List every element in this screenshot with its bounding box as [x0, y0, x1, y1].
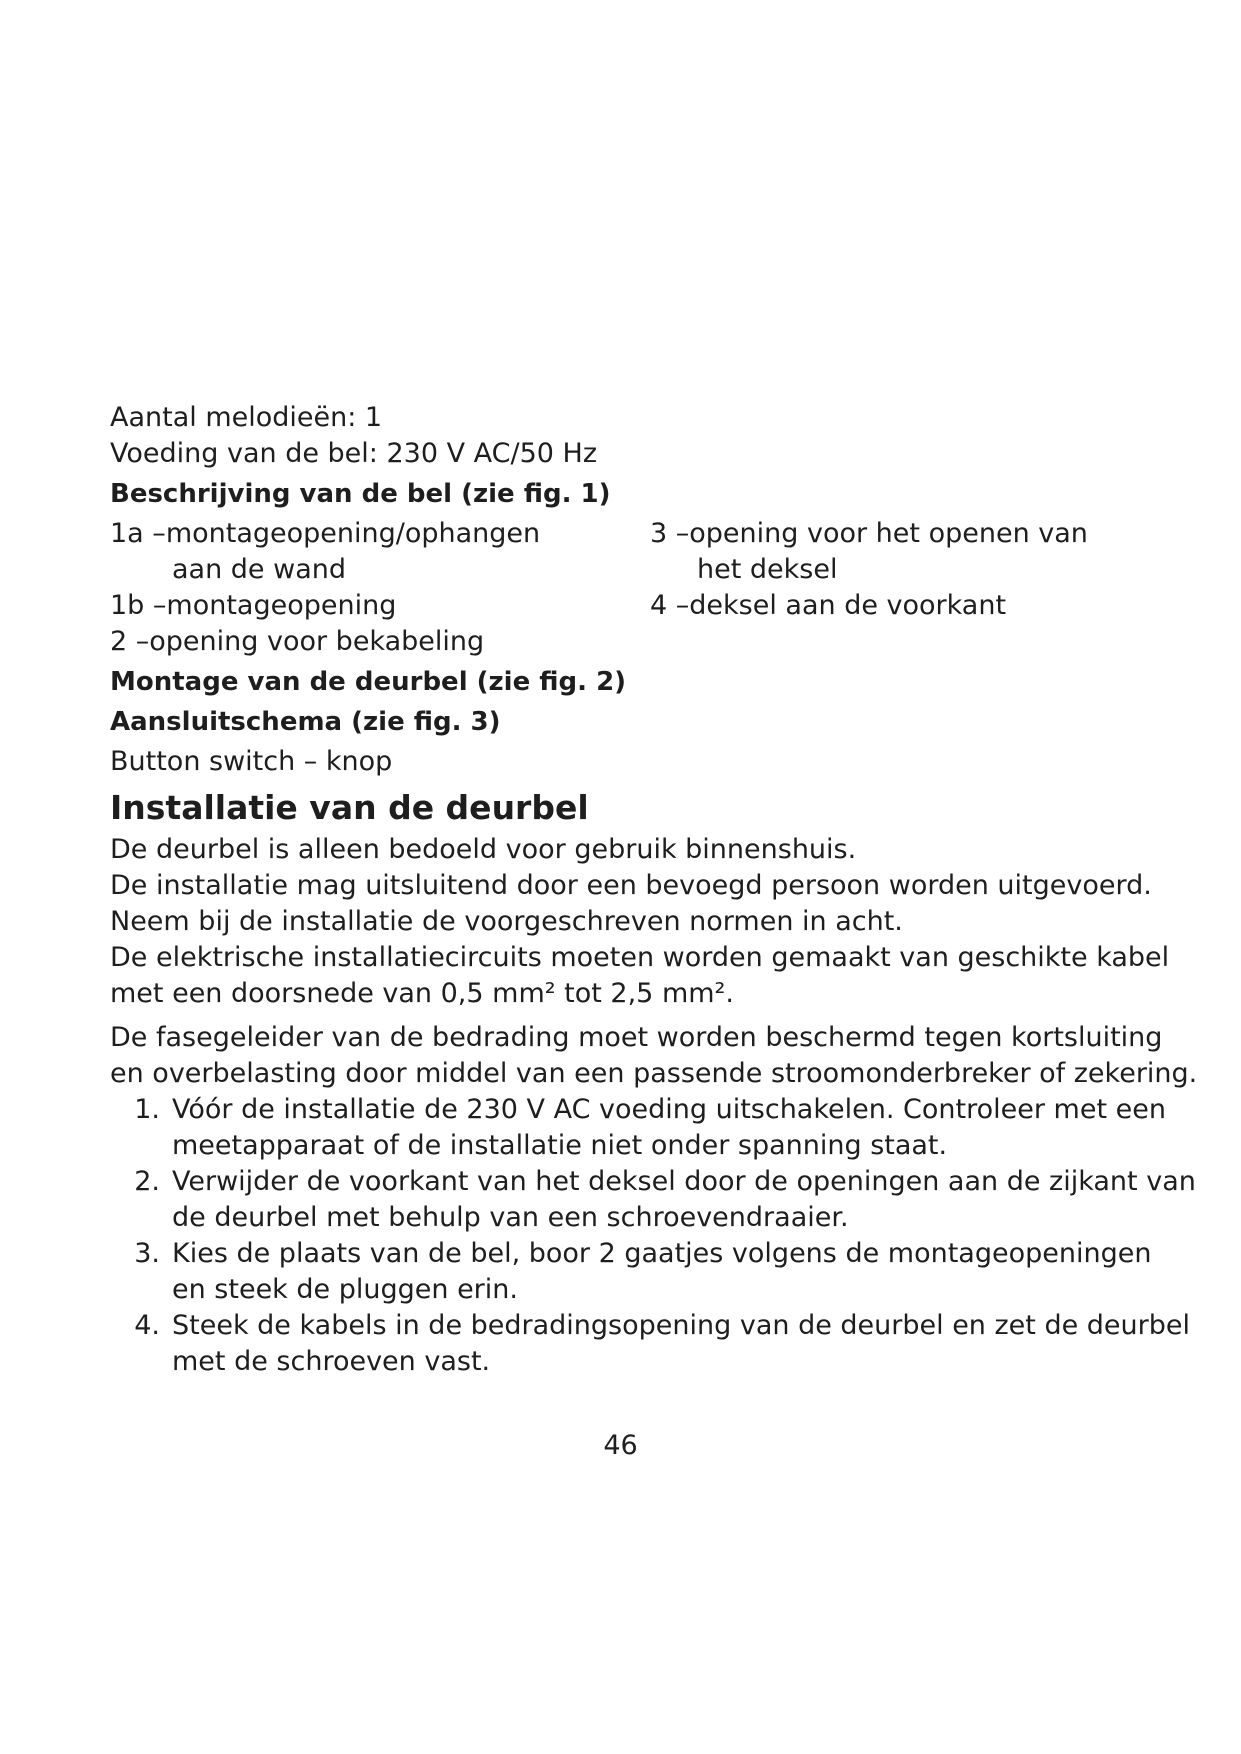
step-number: 3. — [134, 1238, 160, 1269]
part-text: montageopening — [166, 590, 397, 621]
step-number: 2. — [134, 1166, 160, 1197]
part-item — [110, 624, 650, 660]
step-text: met de schroeven vast. — [172, 1346, 491, 1377]
paragraph-line: De elektrische installatiecircuits moeten worden gemaakt van geschikte kabel — [110, 942, 1170, 973]
button-switch-label: Button switch – knop — [110, 746, 393, 777]
wiring-heading: Aansluitschema (zie fig. 3) — [110, 707, 501, 737]
part-text: deksel aan de voorkant — [689, 590, 1007, 621]
step-item — [110, 1164, 1196, 1236]
part-number: 1b – — [110, 590, 167, 621]
part-item — [110, 516, 650, 552]
installation-paragraph — [110, 832, 1170, 1012]
description-heading: Beschrijving van de bel (zie fig. 1) — [110, 479, 611, 509]
paragraph-line: Neem bij de installatie de voorgeschreven normen in acht. — [110, 906, 903, 937]
step-text: Steek de kabels in de bedradingsopening van de deurbel en zet de deurbel — [172, 1310, 1190, 1341]
installation-paragraph — [110, 1020, 1198, 1092]
part-text-continued: het deksel — [697, 554, 838, 585]
paragraph-line: De installatie mag uitsluitend door een bevoegd persoon worden uitgevoerd. — [110, 870, 1152, 901]
installation-heading: Installatie van de deurbel — [110, 788, 589, 827]
installation-steps — [110, 1092, 1196, 1380]
step-text: Verwijder de voorkant van het deksel door de openingen aan de zijkant van — [172, 1166, 1196, 1197]
step-text: meetapparaat of de installatie niet onder spanning staat. — [172, 1130, 948, 1161]
part-item — [110, 588, 650, 624]
paragraph-line: en overbelasting door middel van een passende stroomonderbreker of zekering. — [110, 1058, 1198, 1089]
step-number: 4. — [134, 1310, 160, 1341]
spec-melodies: Aantal melodieën: 1 — [110, 402, 383, 433]
mounting-heading: Montage van de deurbel (zie fig. 2) — [110, 667, 627, 697]
step-item — [110, 1236, 1152, 1308]
parts-right-column — [650, 516, 1130, 660]
part-number: 3 – — [650, 518, 690, 549]
step-item — [110, 1092, 1166, 1164]
step-number: 1. — [134, 1094, 160, 1125]
part-number: 4 – — [650, 590, 690, 621]
parts-left-column — [110, 516, 650, 660]
part-number: 1a – — [110, 518, 166, 549]
step-text: en steek de pluggen erin. — [172, 1274, 518, 1305]
paragraph-line: met een doorsnede van 0,5 mm² tot 2,5 mm². — [110, 978, 734, 1009]
part-item — [650, 588, 1130, 624]
spec-power: Voeding van de bel: 230 V AC/50 Hz — [110, 438, 597, 469]
description-parts — [110, 516, 1130, 660]
paragraph-line: De deurbel is alleen bedoeld voor gebruik binnenshuis. — [110, 834, 857, 865]
part-number: 2 – — [110, 626, 150, 657]
part-text: opening voor bekabeling — [149, 626, 485, 657]
page-number: 46 — [603, 1430, 638, 1461]
step-text: Vóór de installatie de 230 V AC voeding uitschakelen. Controleer met een — [172, 1094, 1166, 1125]
part-item — [650, 516, 1130, 552]
step-text: Kies de plaats van de bel, boor 2 gaatjes volgens de montageopeningen — [172, 1238, 1152, 1269]
step-item — [110, 1308, 1190, 1380]
part-text-continued: aan de wand — [172, 554, 346, 585]
document-body — [110, 400, 1198, 1380]
part-text: opening voor het openen van — [689, 518, 1088, 549]
part-text: montageopening/ophangen — [165, 518, 541, 549]
paragraph-line: De fasegeleider van de bedrading moet worden beschermd tegen kortsluiting — [110, 1022, 1163, 1053]
step-text: de deurbel met behulp van een schroevendraaier. — [172, 1202, 849, 1233]
